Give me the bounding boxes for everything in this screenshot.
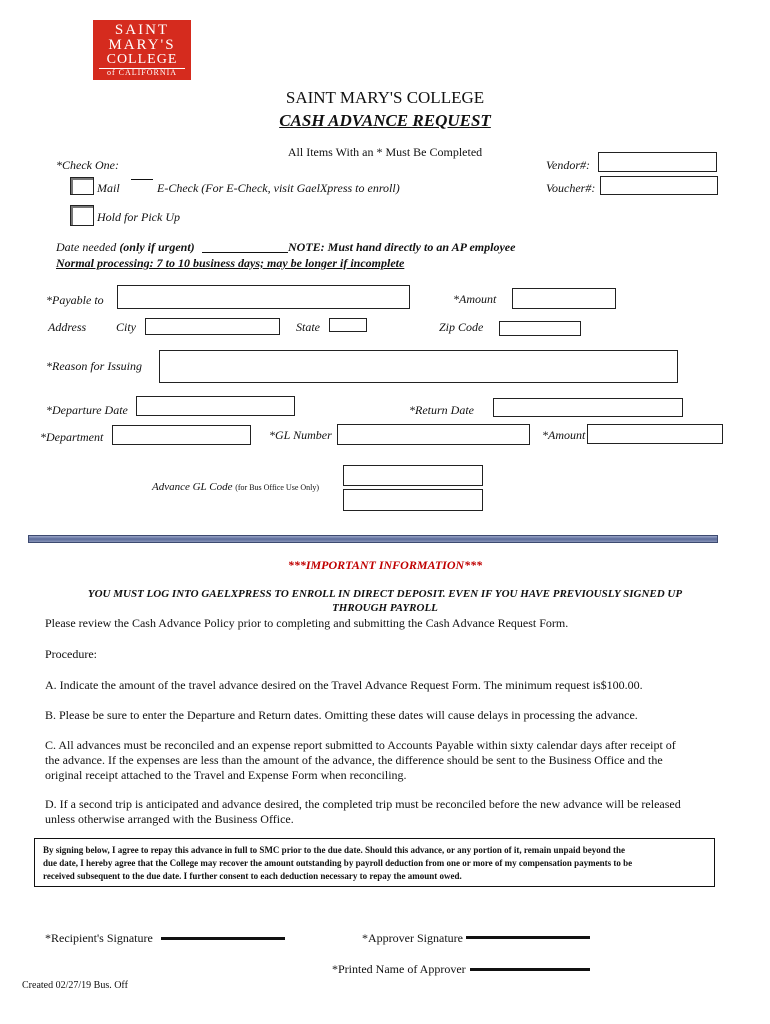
address-label: Address xyxy=(48,320,87,334)
procedure-c-line-1: C. All advances must be reconciled and an expense report submitted to Accounts Payable within sixty calendar days after receipt of xyxy=(45,738,676,752)
voucher-label: Voucher#: xyxy=(546,181,596,195)
advance-gl-label-row xyxy=(152,481,319,493)
department-label: *Department xyxy=(40,430,104,444)
procedure-b: B. Please be sure to enter the Departure and Return dates. Omitting these dates will cause delays in processing the advance. xyxy=(45,708,638,722)
consent-box xyxy=(34,838,715,887)
gl-number-label: *GL Number xyxy=(269,428,332,442)
created-footer: Created 02/27/19 Bus. Off xyxy=(22,980,128,991)
echeck-label: E-Check (For E-Check, visit GaelXpress to enroll) xyxy=(157,181,400,195)
hold-checkbox[interactable] xyxy=(70,205,94,226)
mail-checkbox[interactable] xyxy=(70,177,94,195)
gl-number-input[interactable] xyxy=(337,424,530,445)
amount-input[interactable] xyxy=(512,288,616,309)
logo-line-2: MARY'S xyxy=(108,37,176,53)
advance-gl-label: Advance GL Code xyxy=(152,481,233,493)
printed-name-line[interactable] xyxy=(470,968,590,971)
enroll-line-2: THROUGH PAYROLL xyxy=(332,602,438,614)
hold-label: Hold for Pick Up xyxy=(97,210,180,224)
procedure-d-line-2: unless otherwise arranged with the Business Office. xyxy=(45,812,294,826)
voucher-input[interactable] xyxy=(600,176,718,195)
payable-to-label: *Payable to xyxy=(46,293,104,307)
vendor-label: Vendor#: xyxy=(546,158,590,172)
college-logo xyxy=(93,20,191,80)
procedure-a: A. Indicate the amount of the travel advance desired on the Travel Advance Request Form. The minimum request is$100.00. xyxy=(45,678,643,692)
urgent-label: (only if urgent) xyxy=(119,240,195,254)
zip-label: Zip Code xyxy=(439,320,484,334)
departure-input[interactable] xyxy=(136,396,295,416)
departure-label: *Departure Date xyxy=(46,403,128,417)
review-text: Please review the Cash Advance Policy prior to completing and submitting the Cash Advance Request Form. xyxy=(45,616,569,630)
mail-label: Mail xyxy=(97,181,120,195)
required-note: All Items With an * Must Be Completed xyxy=(287,145,483,159)
check-one-label: *Check One: xyxy=(56,158,119,172)
advance-gl-input-2[interactable] xyxy=(343,489,483,511)
form-title: CASH ADVANCE REQUEST xyxy=(279,111,491,130)
procedure-heading: Procedure: xyxy=(45,647,97,661)
consent-line-2: due date, I hereby agree that the College may recover the amount outstanding by payroll deduction from one or more of my compensation payments to be xyxy=(43,858,633,868)
state-input[interactable] xyxy=(329,318,367,332)
department-input[interactable] xyxy=(112,425,251,445)
bus-office-note: (for Bus Office Use Only) xyxy=(235,483,320,492)
recipient-signature-line[interactable] xyxy=(161,937,285,940)
zip-input[interactable] xyxy=(499,321,581,336)
normal-processing-note: Normal processing: 7 to 10 business days; may be longer if incomplete xyxy=(56,256,405,270)
state-label: State xyxy=(296,320,320,334)
amount-label: *Amount xyxy=(453,292,497,306)
logo-line-3: COLLEGE xyxy=(106,52,178,67)
date-needed-label: Date needed xyxy=(56,240,120,254)
procedure-c-line-2: the advance. If the expenses are less than the amount of the advance, the difference should be sent to the Business Office and the xyxy=(45,753,663,767)
city-label: City xyxy=(116,320,136,334)
ap-note: NOTE: Must hand directly to an AP employee xyxy=(288,240,516,254)
reason-label: *Reason for Issuing xyxy=(46,359,142,373)
approver-signature-line[interactable] xyxy=(466,936,590,939)
city-input[interactable] xyxy=(145,318,280,335)
approver-signature-label: *Approver Signature xyxy=(362,931,463,945)
enroll-line-1: YOU MUST LOG INTO GAELXPRESS TO ENROLL IN DIRECT DEPOSIT. EVEN IF YOU HAVE PREVIOUSLY SIGNED UP xyxy=(87,588,683,600)
consent-line-3: received subsequent to the due date. I further consent to each deduction necessary to repay the amount owed. xyxy=(43,871,462,881)
echeck-checkbox-line[interactable] xyxy=(131,179,153,180)
printed-name-label: *Printed Name of Approver xyxy=(332,962,466,976)
payable-to-input[interactable] xyxy=(117,285,410,309)
return-label: *Return Date xyxy=(409,403,474,417)
important-heading: ***IMPORTANT INFORMATION*** xyxy=(287,558,483,572)
vendor-input[interactable] xyxy=(598,152,717,172)
reason-input[interactable] xyxy=(159,350,678,383)
recipient-signature-label: *Recipient's Signature xyxy=(45,931,153,945)
logo-line-4: of CALIFORNIA xyxy=(106,68,178,77)
college-title: SAINT MARY'S COLLEGE xyxy=(285,88,485,107)
advance-gl-input-1[interactable] xyxy=(343,465,483,486)
date-needed-row xyxy=(56,240,195,255)
consent-line-1: By signing below, I agree to repay this advance in full to SMC prior to the due date. Should this advance, or any portion of it, remain unpaid beyond the xyxy=(43,845,625,855)
logo-line-1: SAINT xyxy=(114,22,170,38)
date-needed-input[interactable] xyxy=(202,252,288,253)
amount2-input[interactable] xyxy=(587,424,723,444)
procedure-d-line-1: D. If a second trip is anticipated and advance desired, the completed trip must be reconciled before the new advance will be released xyxy=(45,797,681,811)
return-input[interactable] xyxy=(493,398,683,417)
section-divider xyxy=(28,535,718,543)
amount2-label: *Amount xyxy=(542,428,586,442)
procedure-c-line-3: original receipt attached to the Travel and Expense Form when reconciling. xyxy=(45,768,407,782)
